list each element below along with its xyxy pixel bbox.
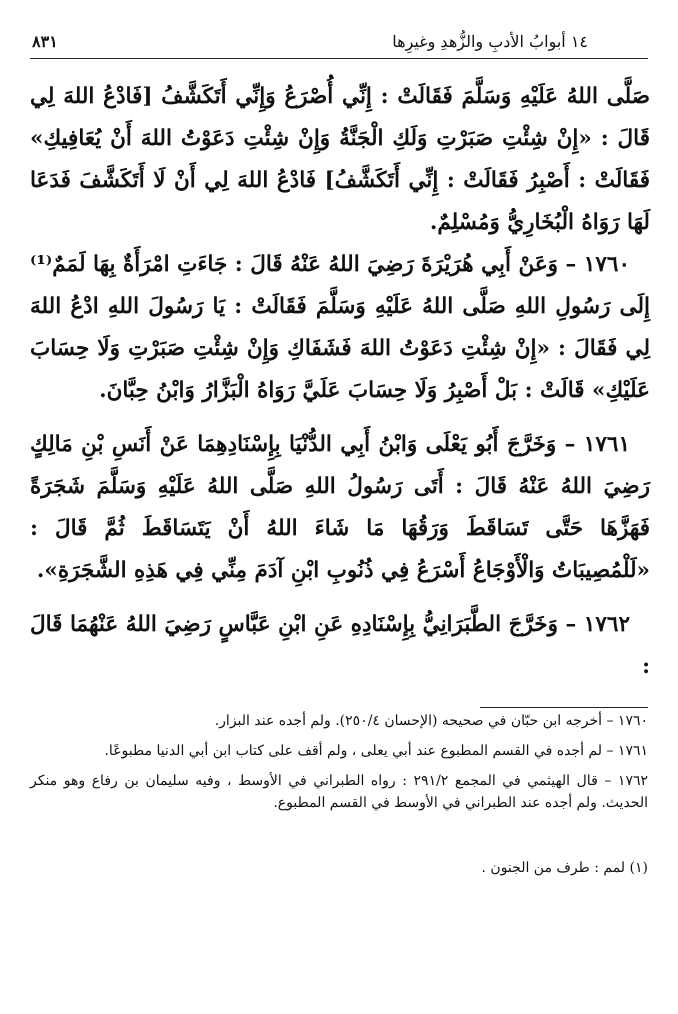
footnotes xyxy=(30,710,648,828)
page-number: ٨٣١ xyxy=(32,32,58,51)
running-header xyxy=(30,30,648,59)
hadith-1762: ١٧٦٢ – وَخَرَّجَ الطَّبَرَانِيُّ بِإِسْنَادِهِ عَنِ ابْنِ عَبَّاسٍ رَضِيَ اللهُ عَنْهُمَا قَالَ : xyxy=(30,612,650,679)
hadith-1760: ١٧٦٠ – وَعَنْ أَبِي هُرَيْرَةَ رَضِيَ اللهُ عَنْهُ قَالَ : جَاءَتِ امْرَأَةٌ بِهَا لَمَمٌ⁽¹⁾ إِلَى رَسُولِ اللهِ صَلَّى اللهُ عَلَيْهِ وَسَلَّمَ فَقَالَتْ : يَا رَسُولَ اللهِ ادْعُ اللهَ لِي فَقَالَ : «إِنْ شِئْتِ دَعَوْتُ اللهَ فَشَفَاكِ وَإِنْ شِئْتِ صَبَرْتِ وَلَا حِسَابَ عَلَيْكِ» قَالَتْ : بَلْ أَصْبِرُ وَلَا حِسَابَ عَلَيَّ رَوَاهُ الْبَزَّارُ وَابْنُ حِبَّانَ. xyxy=(30,252,650,403)
footnote-separator xyxy=(480,707,648,708)
footnote-lamam: (١) لمم : طرف من الجنون . xyxy=(481,860,648,876)
paragraph-continuation: صَلَّى اللهُ عَلَيْهِ وَسَلَّمَ فَقَالَتْ : إِنِّي أُصْرَعُ وَإِنِّي أَتَكَشَّفُ [فَادْعُ اللهَ لِي قَالَ : «إِنْ شِئْتِ صَبَرْتِ وَلَكِ الْجَنَّةُ وَإِنْ شِئْتِ دَعَوْتُ اللهَ أَنْ يُعَافِيكِ» فَقَالَتْ : أَصْبِرُ فَقَالَتْ : إِنِّي أَتَكَشَّفُ] فَادْعُ اللهَ لِي أَنْ لَا أَتَكَشَّفَ فَدَعَا لَهَا رَوَاهُ الْبُخَارِيُّ وَمُسْلِمٌ. xyxy=(30,84,650,235)
footnote-1761: ١٧٦١ – لم أجده في القسم المطبوع عند أبي يعلى ، ولم أقف على كتاب ابن أبي الدنيا مطبوعًا. xyxy=(104,743,648,759)
footnote-1760: ١٧٦٠ – أخرجه ابن حبّان في صحيحه (الإحسان ٢٥٠/٤). ولم أجده عند البزار. xyxy=(214,713,648,729)
main-text xyxy=(30,76,650,688)
footnote-1762: ١٧٦٢ – قال الهيثمي في المجمع ٢٩١/٢ : رواه الطبراني في الأوسط ، وفيه سليمان بن رفاع وهو منكر الحديث. ولم أجده عند الطبراني في الأوسط في القسم المطبوع. xyxy=(30,773,648,811)
running-title: ١٤ أبوابُ الأدبِ والزُّهدِ وغيرِها xyxy=(392,32,588,51)
hadith-1761: ١٧٦١ – وَخَرَّجَ أَبُو يَعْلَى وَابْنُ أَبِي الدُّنْيَا بِإِسْنَادِهِمَا عَنْ أَنَسِ بْنِ مَالِكٍ رَضِيَ اللهُ عَنْهُ قَالَ : أَتَى رَسُولُ اللهِ صَلَّى اللهُ عَلَيْهِ وَسَلَّمَ شَجَرَةً فَهَزَّهَا حَتَّى تَسَاقَطَ وَرَقُهَا مَا شَاءَ اللهُ أَنْ يَتَسَاقَطَ ثُمَّ قَالَ : «لَلْمُصِيبَاتُ وَالْأَوْجَاعُ أَسْرَعُ فِي ذُنُوبِ ابْنِ آدَمَ مِنِّي فِي هَذِهِ الشَّجَرَةِ». xyxy=(30,432,650,583)
